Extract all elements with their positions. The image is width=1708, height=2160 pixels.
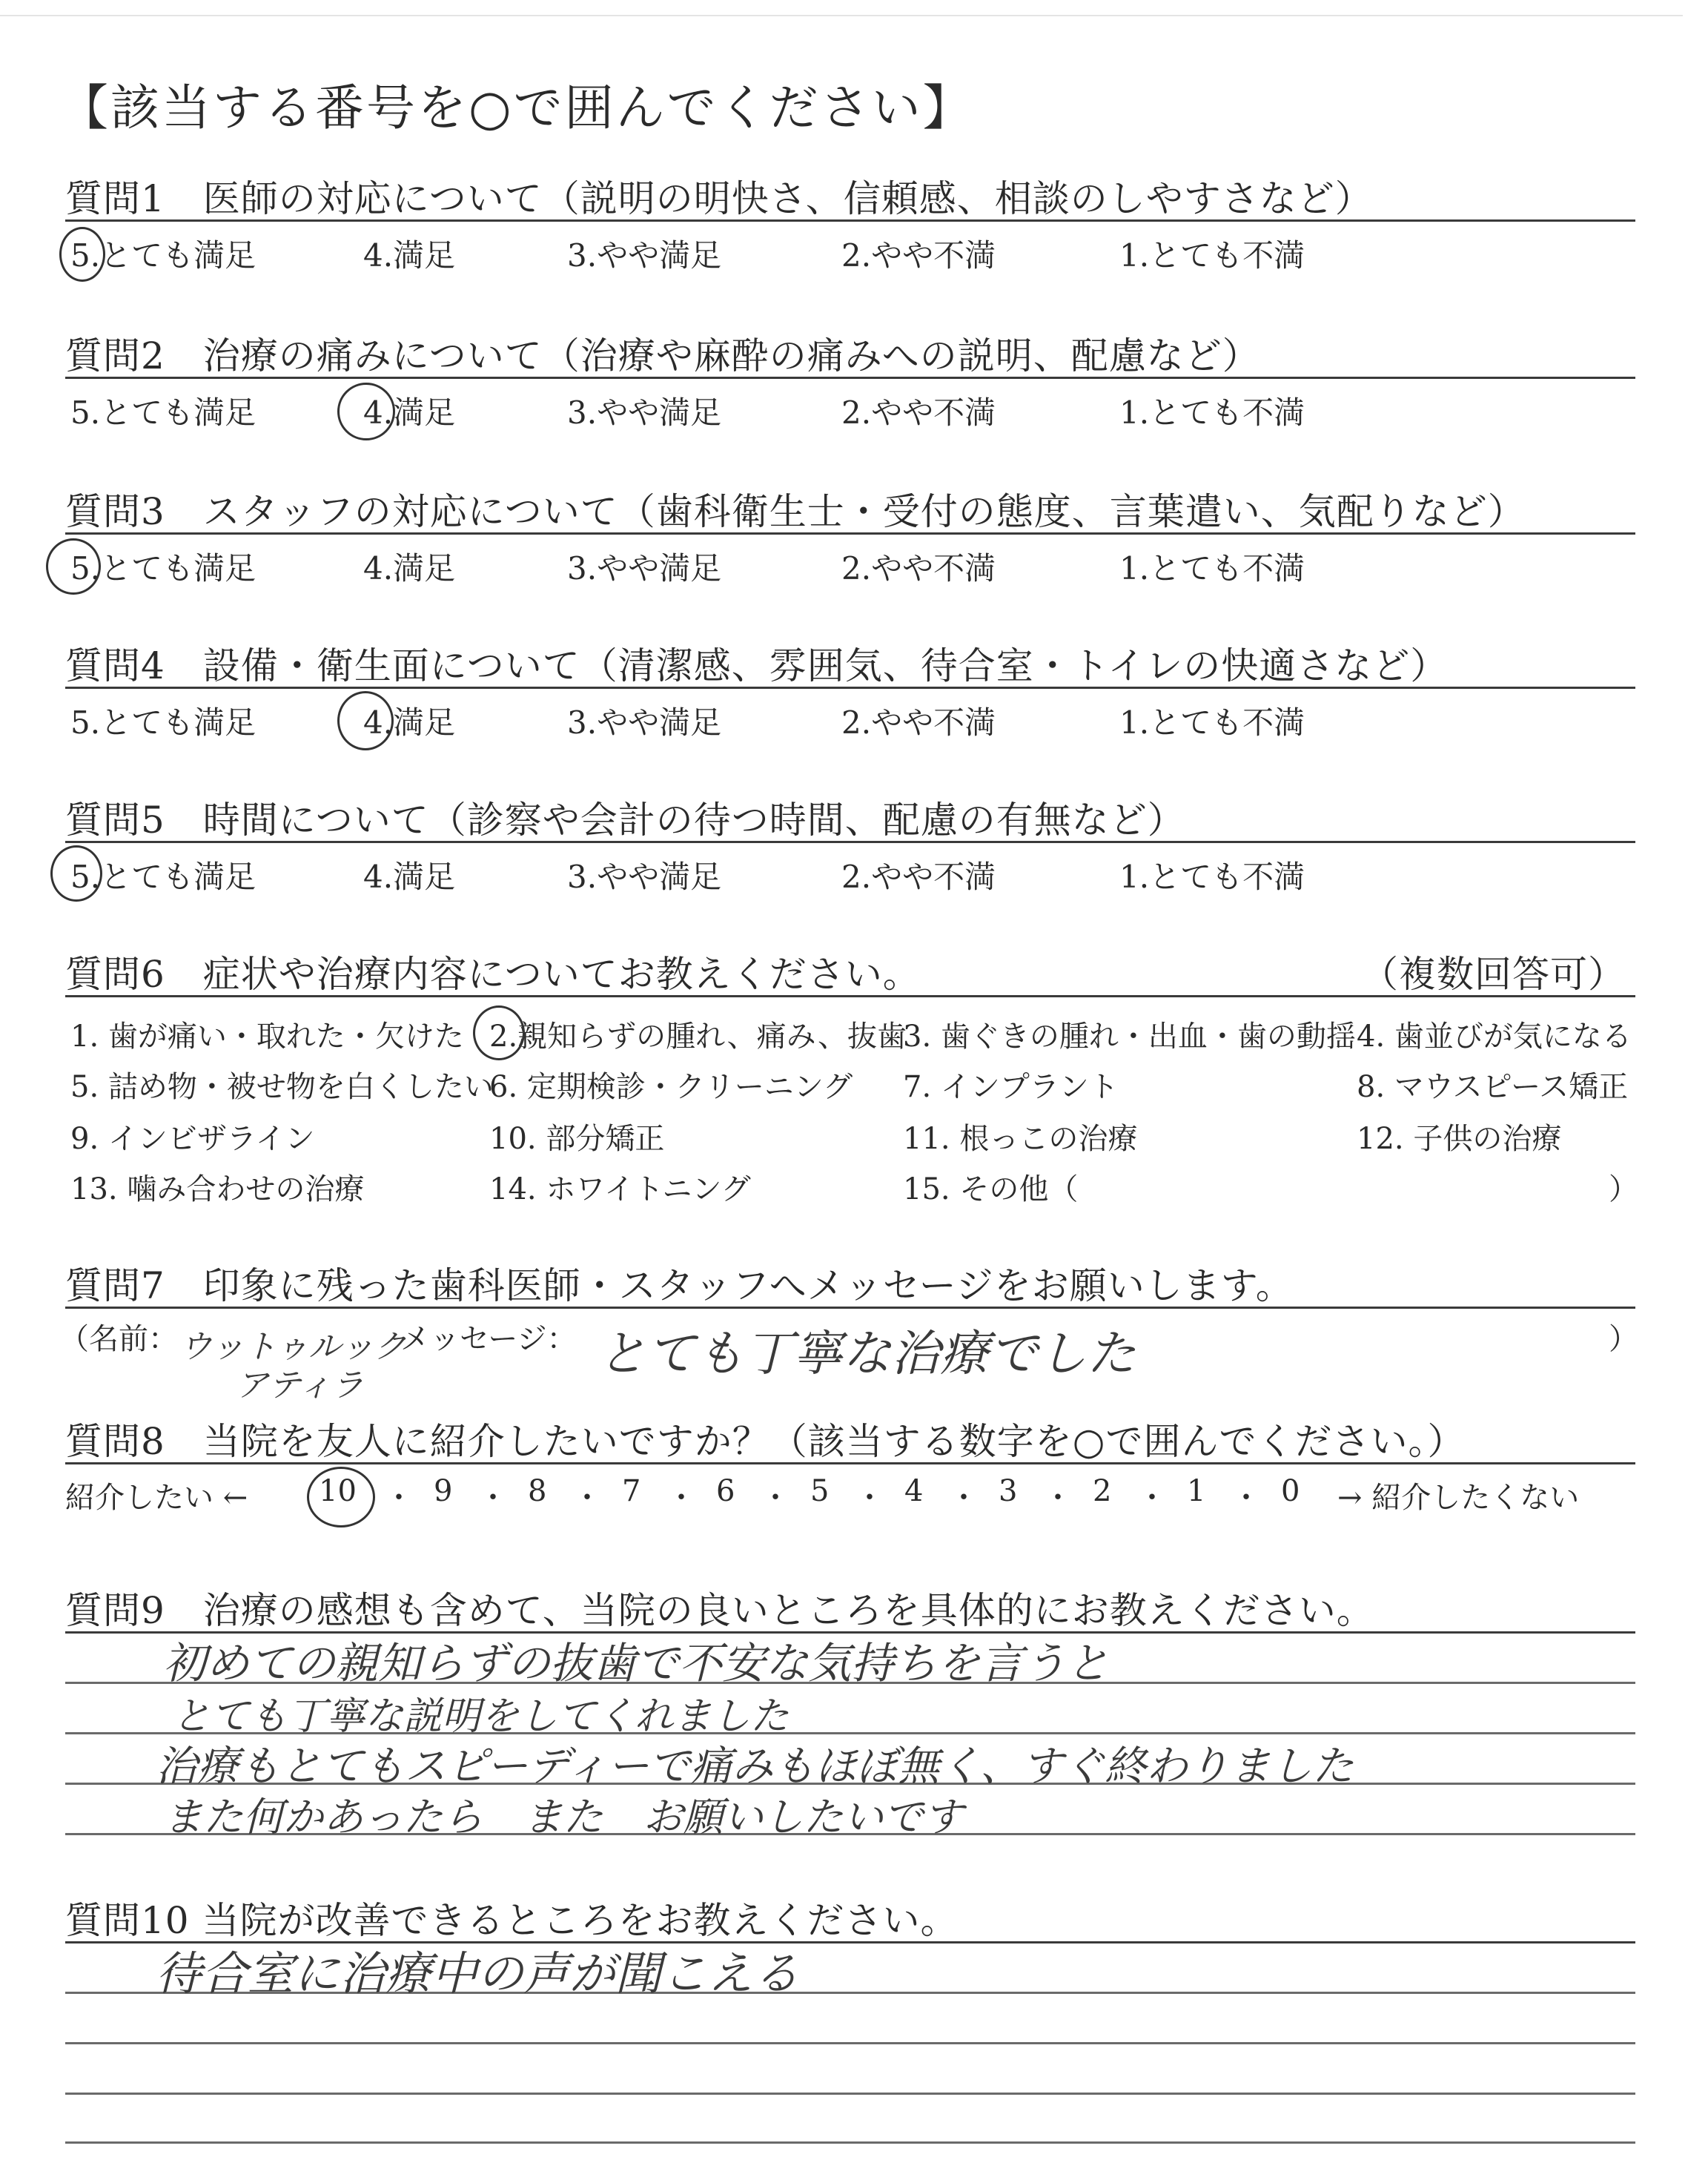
q8-title: 質問8 当院を友人に紹介したいですか？（該当する数字を○で囲んでください。） (65, 1420, 1466, 1463)
q8-rule (65, 1462, 1635, 1464)
q2-rule (65, 377, 1635, 379)
q9-answer-line3: 治療もとてもスピーディーで痛みもほぼ無く、すぐ終わりました (156, 1743, 1354, 1791)
q5-option-3[interactable]: 3.やや満足 (567, 859, 722, 895)
q4-option-3[interactable]: 3.やや満足 (567, 704, 722, 741)
q6-item-14[interactable]: 14. ホワイトニング (489, 1172, 751, 1206)
q5-option-4[interactable]: 4.満足 (363, 859, 456, 895)
q2-option-3[interactable]: 3.やや満足 (567, 394, 722, 431)
q1-title: 質問1 医師の対応について（説明の明快さ、信頼感、相談のしやすさなど） (65, 177, 1373, 220)
q8-right-label: → 紹介したくない (1337, 1481, 1580, 1515)
q7-close-paren: ） (1609, 1322, 1638, 1356)
q9-answer-line4: また何かあったら また お願いしたいです (163, 1794, 964, 1840)
q8-sep: ・ (1137, 1481, 1167, 1515)
q6-item-7[interactable]: 7. インプラント (903, 1070, 1119, 1104)
q8-score-7[interactable]: 7 (622, 1474, 641, 1508)
q8-sep: ・ (761, 1481, 790, 1515)
q4-option-5[interactable]: 5.とても満足 (70, 704, 256, 741)
q9-answer-line1: 初めての親知らずの抜歯で不安な気持ちを言うと (163, 1638, 1110, 1688)
q4-title: 質問4 設備・衛生面について（清潔感、雰囲気、待合室・トイレの快適さなど） (65, 644, 1449, 687)
q6-item-6[interactable]: 6. 定期検診・クリーニング (489, 1070, 853, 1104)
q6-item-13[interactable]: 13. 噛み合わせの治療 (70, 1172, 365, 1206)
q1-option-1[interactable]: 1.とても不満 (1119, 237, 1305, 274)
q6-multiple-note: （複数回答可） (1361, 953, 1626, 996)
q8-selection-circle (307, 1467, 375, 1527)
q5-option-2[interactable]: 2.やや不満 (841, 859, 996, 895)
top-edge-line (0, 15, 1683, 16)
q5-rule (65, 841, 1635, 843)
q1-option-3[interactable]: 3.やや満足 (567, 237, 722, 274)
q8-score-10[interactable]: 10 (319, 1474, 357, 1508)
q5-option-5[interactable]: 5.とても満足 (70, 859, 256, 895)
q8-score-8[interactable]: 8 (528, 1474, 547, 1508)
q9-answer-line2: とても丁寧な説明をしてくれました (172, 1694, 790, 1739)
q6-item-9[interactable]: 9. インビザライン (70, 1122, 315, 1156)
q9-title: 質問9 治療の感想も含めて、当院の良いところを具体的にお教えください。 (65, 1589, 1374, 1632)
q6-item-2[interactable]: 2.親知らずの腫れ、痛み、抜歯 (489, 1020, 907, 1054)
q8-score-0[interactable]: 0 (1281, 1474, 1300, 1508)
q2-option-5[interactable]: 5.とても満足 (70, 394, 256, 431)
q8-sep: ・ (1231, 1481, 1261, 1515)
q1-option-4[interactable]: 4.満足 (363, 237, 456, 274)
q10-answer-line1: 待合室に治療中の声が聞こえる (156, 1946, 800, 2001)
q10-answer-line (65, 2141, 1635, 2144)
q6-selection-circle (473, 1005, 525, 1060)
q6-item-15[interactable]: 15. その他（ (903, 1172, 1079, 1206)
q7-name-label: （名前： (59, 1322, 178, 1356)
q10-answer-line (65, 2093, 1635, 2095)
q8-score-9[interactable]: 9 (434, 1474, 453, 1508)
q3-option-5[interactable]: 5.とても満足 (70, 550, 256, 587)
q2-option-2[interactable]: 2.やや不満 (841, 394, 996, 431)
q3-option-4[interactable]: 4.満足 (363, 550, 456, 587)
q8-score-4[interactable]: 4 (904, 1474, 924, 1508)
page-header: 【該当する番号を○で囲んでください】 (59, 79, 974, 136)
q6-item-5[interactable]: 5. 詰め物・被せ物を白くしたい (70, 1070, 494, 1104)
q5-selection-circle (50, 845, 102, 902)
q10-answer-line (65, 2042, 1635, 2044)
q2-title: 質問2 治療の痛みについて（治療や麻酔の痛みへの説明、配慮など） (65, 334, 1260, 377)
q8-score-5[interactable]: 5 (810, 1474, 830, 1508)
q7-name-line1: ウットゥルック (179, 1328, 407, 1366)
q6-close-paren: ） (1609, 1172, 1638, 1206)
q1-option-5[interactable]: 5.とても満足 (70, 237, 256, 274)
q3-option-3[interactable]: 3.やや満足 (567, 550, 722, 587)
q6-item-11[interactable]: 11. 根っこの治療 (903, 1122, 1138, 1156)
q7-title: 質問7 印象に残った歯科医師・スタッフへメッセージをお願いします。 (65, 1264, 1294, 1307)
q8-score-1[interactable]: 1 (1187, 1474, 1206, 1508)
q6-item-8[interactable]: 8. マウスピース矯正 (1357, 1070, 1629, 1104)
q7-message-label: メッセージ： (400, 1322, 577, 1356)
q8-sep: ・ (666, 1481, 696, 1515)
q8-sep: ・ (478, 1481, 508, 1515)
q4-selection-circle (337, 691, 394, 750)
q8-sep: ・ (1043, 1481, 1073, 1515)
q7-message: とても丁寧な治療でした (598, 1325, 1136, 1382)
q7-name-line2: アティラ (236, 1367, 364, 1404)
q6-item-3[interactable]: 3. 歯ぐきの腫れ・出血・歯の動揺 (903, 1020, 1356, 1054)
q3-rule (65, 532, 1635, 535)
q5-option-1[interactable]: 1.とても不満 (1119, 859, 1305, 895)
q4-rule (65, 687, 1635, 689)
q6-item-4[interactable]: 4. 歯並びが気になる (1357, 1020, 1632, 1054)
q5-title: 質問5 時間について（診察や会計の待つ時間、配慮の有無など） (65, 799, 1185, 842)
q8-sep: ・ (572, 1481, 602, 1515)
q8-sep: ・ (855, 1481, 884, 1515)
q1-rule (65, 219, 1635, 222)
q6-item-1[interactable]: 1. 歯が痛い・取れた・欠けた (70, 1020, 464, 1054)
q4-option-1[interactable]: 1.とても不満 (1119, 704, 1305, 741)
q8-left-label: 紹介したい ← (65, 1481, 248, 1515)
q3-option-2[interactable]: 2.やや不満 (841, 550, 996, 587)
q4-option-2[interactable]: 2.やや不満 (841, 704, 996, 741)
q3-title: 質問3 スタッフの対応について（歯科衛生士・受付の態度、言葉遣い、気配りなど） (65, 490, 1526, 533)
q6-rule (65, 995, 1635, 997)
q8-sep: ・ (949, 1481, 979, 1515)
q10-title: 質問10 当院が改善できるところをお教えください。 (65, 1899, 959, 1942)
q8-score-2[interactable]: 2 (1093, 1474, 1112, 1508)
q3-option-1[interactable]: 1.とても不満 (1119, 550, 1305, 587)
q8-score-6[interactable]: 6 (716, 1474, 735, 1508)
q6-item-12[interactable]: 12. 子供の治療 (1357, 1122, 1562, 1156)
q7-rule (65, 1307, 1635, 1309)
q6-item-10[interactable]: 10. 部分矯正 (489, 1122, 665, 1156)
q2-selection-circle (337, 383, 395, 440)
q8-score-3[interactable]: 3 (999, 1474, 1018, 1508)
q2-option-4[interactable]: 4.満足 (363, 394, 456, 431)
q2-option-1[interactable]: 1.とても不満 (1119, 394, 1305, 431)
q6-title: 質問6 症状や治療内容についてお教えください。 (65, 953, 921, 996)
q8-sep: ・ (384, 1481, 414, 1515)
q1-selection-circle (59, 227, 105, 282)
q4-option-4[interactable]: 4.満足 (363, 704, 456, 741)
q1-option-2[interactable]: 2.やや不満 (841, 237, 996, 274)
q3-selection-circle (46, 538, 101, 595)
